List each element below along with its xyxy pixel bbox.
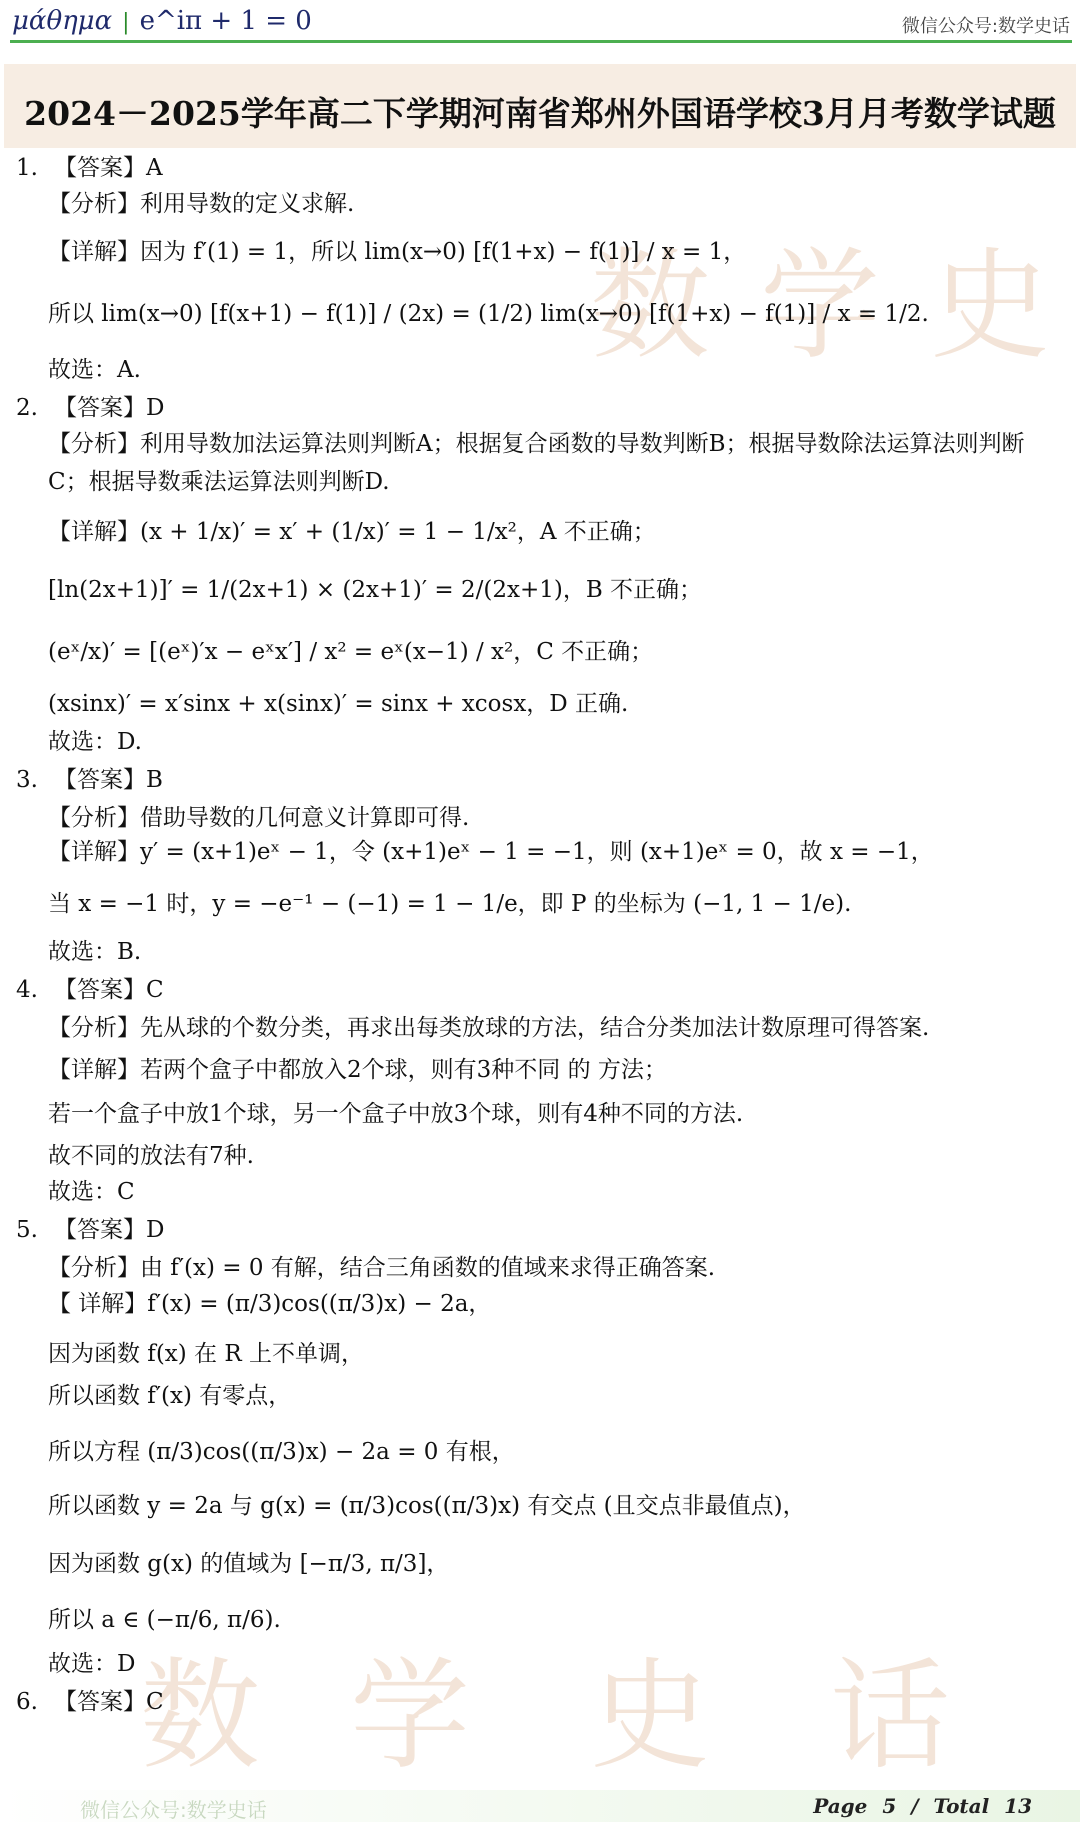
question-number: 4. <box>16 977 38 1003</box>
solution-line: 【分析】借助导数的几何意义计算即可得. <box>48 805 470 831</box>
answer-line: 【答案】D <box>54 1217 165 1243</box>
solution-line: 【分析】先从球的个数分类，再求出每类放球的方法，结合分类加法计数原理可得答案. <box>48 1015 930 1041</box>
solution-line: 【 详解】f′(x) = (π/3)cos((π/3)x) − 2a， <box>48 1291 492 1317</box>
document-title: 2024－2025学年高二下学期河南省郑州外国语学校3月月考数学试题 <box>24 94 1056 133</box>
watermark-char-2: 学 <box>760 237 880 376</box>
solution-line: 【分析】利用导数的定义求解. <box>48 191 355 217</box>
solution-line: C；根据导数乘法运算法则判断D. <box>48 469 390 495</box>
solution-line: 所以 lim(x→0) [f(x+1) − f(1)] / (2x) = (1/2) lim(x→0) [f(1+x) − f(1)] / x = 1/2. <box>48 301 929 327</box>
solution-line: 【分析】利用导数加法运算法则判断A；根据复合函数的导数判断B；根据导数除法运算法则判断 <box>48 431 1025 457</box>
watermark-char-6: 史 <box>590 1647 710 1786</box>
solution-line: 故不同的放法有7种. <box>48 1143 254 1169</box>
solution-line: 【分析】由 f′(x) = 0 有解，结合三角函数的值域来求得正确答案. <box>48 1255 716 1281</box>
watermark-char-5: 学 <box>350 1647 470 1786</box>
solution-line: 【详解】因为 f′(1) = 1，所以 lim(x→0) [f(1+x) − f(1)] / x = 1， <box>48 239 747 265</box>
solution-line: 故选：A. <box>48 357 141 383</box>
watermark-char-7: 话 <box>830 1647 950 1786</box>
answer-line: 【答案】A <box>54 155 163 181</box>
question-number: 3. <box>16 767 38 793</box>
answer-line: 【答案】C <box>54 1689 164 1715</box>
solution-line: 因为函数 f(x) 在 R 上不单调， <box>48 1341 364 1367</box>
page-indicator: Page 5 / Total 13 <box>813 1794 1032 1818</box>
solution-line: 所以函数 y = 2a 与 g(x) = (π/3)cos((π/3)x) 有交点 (且交点非最值点)， <box>48 1493 806 1519</box>
solution-line: 所以 a ∈ (−π/6, π/6). <box>48 1607 281 1633</box>
watermark-char-1: 数 <box>590 237 710 376</box>
question-number: 2. <box>16 395 38 421</box>
logo-separator: | <box>122 10 130 35</box>
solution-line: 【详解】y′ = (x+1)eˣ − 1，令 (x+1)eˣ − 1 = −1，则 (x+1)eˣ = 0，故 x = −1， <box>48 839 934 865</box>
solution-line: 【详解】(x + 1/x)′ = x′ + (1/x)′ = 1 − 1/x²，A 不正确； <box>48 519 656 545</box>
euler-formula: e^iπ + 1 = 0 <box>139 6 312 36</box>
footer-source: 微信公众号:数学史话 <box>80 1798 267 1822</box>
header-source: 微信公众号:数学史话 <box>901 16 1070 37</box>
logo-text: μάθημα <box>12 6 113 36</box>
watermark-char-4: 数 <box>140 1647 260 1786</box>
solution-line: [ln(2x+1)]′ = 1/(2x+1) × (2x+1)′ = 2/(2x+1)，B 不正确； <box>48 577 703 603</box>
solution-line: 故选：B. <box>48 939 142 965</box>
solution-line: 故选：D <box>48 1651 136 1677</box>
solution-line: (xsinx)′ = x′sinx + x(sinx)′ = sinx + xcosx，D 正确. <box>48 691 629 717</box>
solution-line: 所以函数 f′(x) 有零点， <box>48 1383 292 1409</box>
solution-line: 故选：D. <box>48 729 142 755</box>
solution-line: 因为函数 g(x) 的值域为 [−π/3, π/3]， <box>48 1551 450 1577</box>
answer-line: 【答案】D <box>54 395 165 421</box>
solution-line: 所以方程 (π/3)cos((π/3)x) − 2a = 0 有根， <box>48 1439 515 1465</box>
solution-line: 故选：C <box>48 1179 135 1205</box>
watermark-char-3: 史 <box>930 237 1050 376</box>
question-number: 1. <box>16 155 38 181</box>
question-number: 6. <box>16 1689 38 1715</box>
solution-line: 若一个盒子中放1个球，另一个盒子中放3个球，则有4种不同的方法. <box>48 1101 744 1127</box>
solution-line: 当 x = −1 时，y = −e⁻¹ − (−1) = 1 − 1/e，即 P 的坐标为 (−1, 1 − 1/e). <box>48 891 852 917</box>
solution-line: (eˣ/x)′ = [(eˣ)′x − eˣx′] / x² = eˣ(x−1) / x²，C 不正确； <box>48 639 654 665</box>
answer-line: 【答案】C <box>54 977 164 1003</box>
solution-line: 【详解】若两个盒子中都放入2个球，则有3种不同 的 方法； <box>48 1057 667 1083</box>
page-footer <box>0 1790 1080 1822</box>
answer-line: 【答案】B <box>54 767 163 793</box>
question-number: 5. <box>16 1217 38 1243</box>
